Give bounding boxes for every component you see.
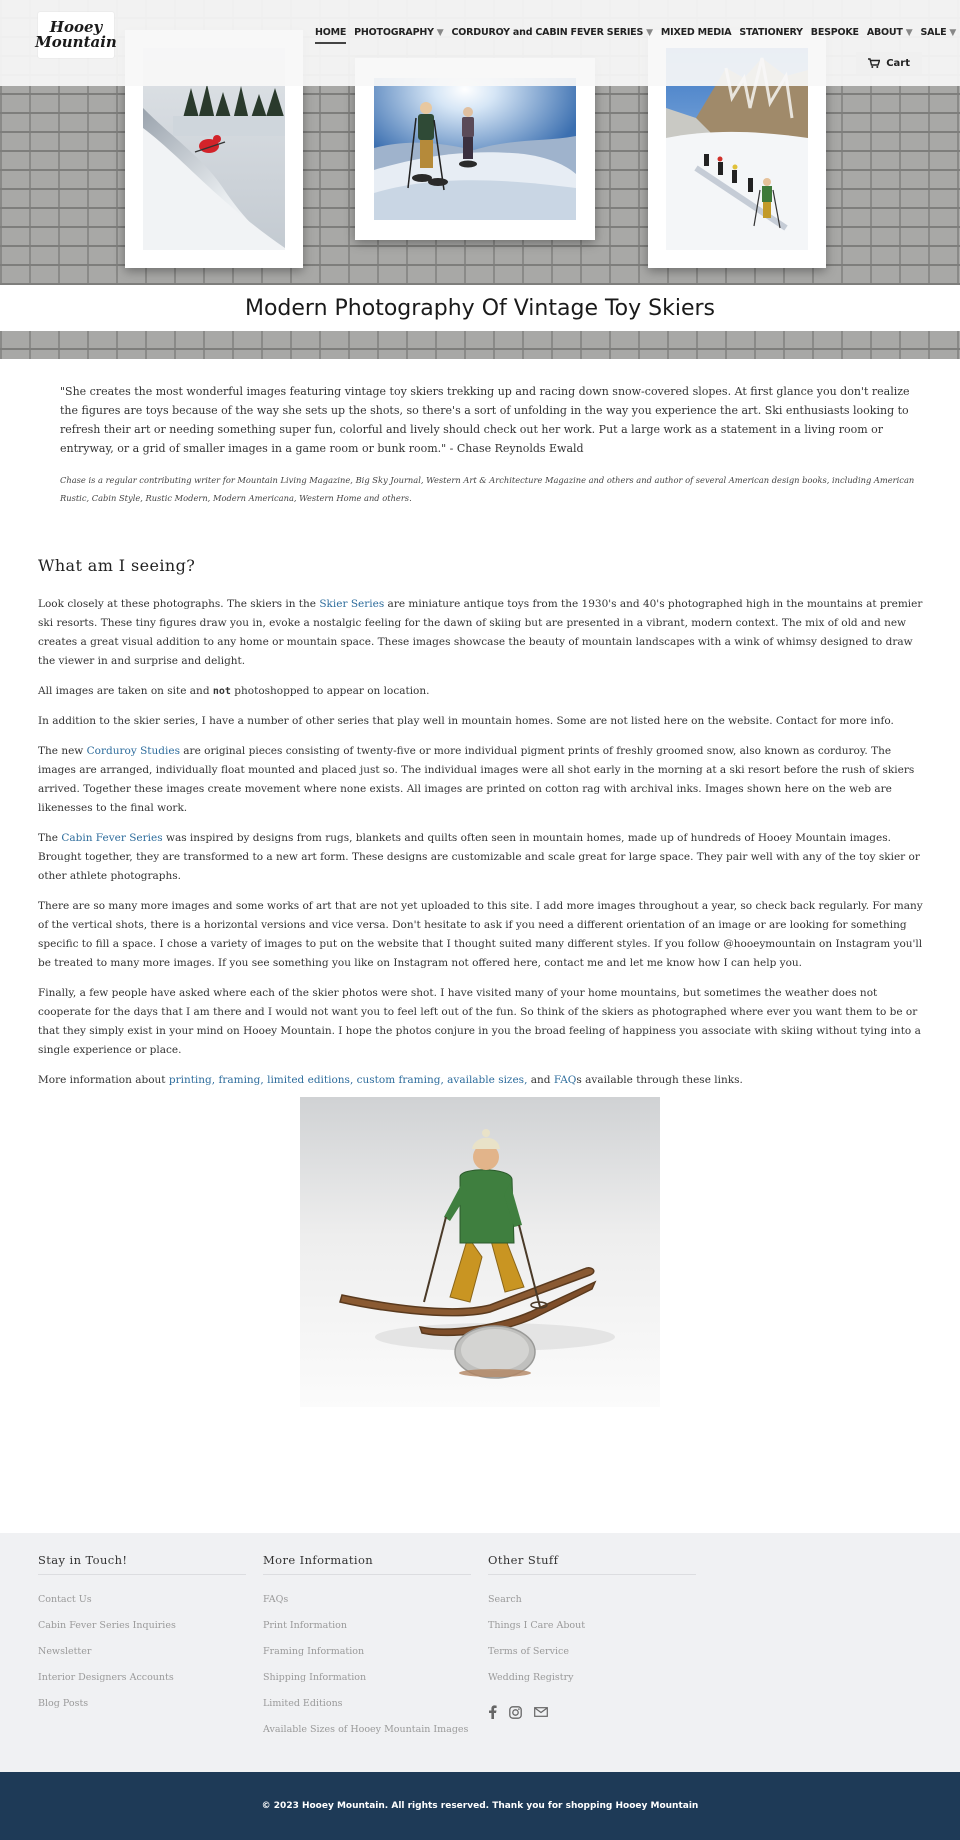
logo-line-1: Hooey [49,18,103,36]
chevron-down-icon: ▼ [905,27,913,38]
text: and [527,1074,554,1086]
paragraph-on-site [38,682,924,701]
emphasis-not: not [212,686,231,697]
section-title: What am I seeing? [38,556,196,575]
footer-link-things-i-care-about[interactable]: Things I Care About [488,1620,586,1631]
footer-link-available-sizes[interactable]: Available Sizes of Hooey Mountain Images [263,1724,469,1735]
footer-heading: More Information [263,1553,471,1575]
nav-bespoke[interactable] [811,27,859,38]
corduroy-studies-link[interactable]: Corduroy Studies [86,745,180,757]
cart-button[interactable] [856,52,922,74]
page-title-band [0,285,960,331]
text: The [38,832,62,844]
footer-col-other-stuff [488,1553,696,1719]
text: More information about [38,1074,169,1086]
footer-link-shipping-info[interactable]: Shipping Information [263,1672,367,1683]
logo-line-2: Mountain [35,33,117,51]
paragraph-more-info [38,1071,924,1090]
testimonial-quote: "She creates the most wonderful images featuring vintage toy skiers trekking up and racing down snow-covered slopes. At first glance you don't realize the figures are toys because of the way she sets up the shots, so there's a sort of unfolding in the way you experience the art. Ski enthusiasts looking to refresh their art or needing something super fun, colorful and lively should check out her work. Put a large work as a statement in a living room or entryway, or a grid of smaller images in a game room or bunk room." - Chase Reynolds Ewald [60,385,910,455]
text: are original pieces consisting of twenty-five or more individual pigment prints of freshly groomed snow, also known as corduroy. The images are arranged, individually float mounted and placed just so. The individual images were all shot early in the morning at a ski resort before the rush of skiers arrived. Together these images create movement where none exists. All images are printed on cotton rag with archival inks. Images shown here on the web are likenesses to the final work. [38,745,915,814]
printing-framing-link[interactable]: printing, framing, limited editions, custom framing, available sizes, [168,1074,528,1086]
nav-sale[interactable] [920,27,956,38]
cart-icon [868,58,880,68]
text: All images are taken on site and [38,685,213,697]
nav-home-label: HOME [315,27,347,38]
facebook-icon[interactable] [488,1705,497,1719]
nav-sale-label: SALE [920,27,947,38]
text: photoshopped to appear on location. [230,685,430,697]
footer-link-search[interactable]: Search [488,1594,522,1605]
main-content [38,595,924,1101]
footer-link-faqs[interactable]: FAQs [263,1594,289,1605]
site-logo[interactable] [35,12,117,58]
site-footer [0,1533,960,1772]
nav-corduroy-cabin-fever[interactable] [452,27,653,38]
stone-divider [0,331,960,359]
paragraph-skier-series [38,595,924,671]
footer-link-cabin-fever-inquiries[interactable]: Cabin Fever Series Inquiries [38,1620,176,1631]
footer-link-blog-posts[interactable]: Blog Posts [38,1698,89,1709]
footer-link-terms-of-service[interactable]: Terms of Service [488,1646,569,1657]
skier-series-link[interactable]: Skier Series [319,598,385,610]
footer-heading: Stay in Touch! [38,1553,246,1575]
nav-about[interactable] [867,27,913,38]
text: Look closely at these photographs. The skiers in the [38,598,320,610]
text: was inspired by designs from rugs, blankets and quilts often seen in mountain homes, made up of hundreds of Hooey Mountain images. Brought together, they are transformed to a new art form. These designs are customizable and scale great for large space. They pair well with any of the toy skier or other athlete photographs. [38,832,920,882]
toy-skier-photo [300,1097,660,1407]
cart-label: Cart [886,57,910,69]
footer-link-limited-editions[interactable]: Limited Editions [263,1698,343,1709]
footer-link-wedding-registry[interactable]: Wedding Registry [488,1672,574,1683]
paragraph-cabin-fever [38,829,924,886]
nav-about-label: ABOUT [866,27,903,38]
chevron-down-icon: ▼ [436,27,444,38]
testimonial-author-note: Chase is a regular contributing writer for Mountain Living Magazine, Big Sky Journal, Western Art & Architecture Magazine and others and author of several American design books, including American Rustic, Cabin Style, Rustic Modern, Modern Americana, Western Home and others. [60,475,915,503]
site-header [0,0,960,86]
page-title: Modern Photography Of Vintage Toy Skiers [244,295,715,321]
footer-link-contact-us[interactable]: Contact Us [38,1594,92,1605]
chevron-down-icon: ▼ [646,27,653,38]
footer-link-framing-info[interactable]: Framing Information [263,1646,365,1657]
nav-home[interactable] [315,27,346,44]
nav-stationery-label: STATIONERY [739,27,803,38]
paragraph-more-images: There are so many more images and some works of art that are not yet uploaded to this site. I add more images throughout a year, so check back regularly. For many of the vertical shots, there is a horizontal versions and vice versa. Don't hesitate to ask if you need a different orientation of an image or are looking for something specific to fill a space. I chose a variety of images to put on the website that I thought suited many different styles. If you follow @hooeymountain on Instagram you'll be treated to many more images. If you see something you like on Instagram not offered here, contact me and let me know how I can help you. [38,900,923,969]
text: The new [38,745,87,757]
footer-link-print-info[interactable]: Print Information [263,1620,347,1631]
footer-col-more-information [263,1553,471,1743]
faq-link[interactable]: FAQ [553,1074,577,1086]
paragraph-other-series: In addition to the skier series, I have a number of other series that play well in mountain homes. Some are not listed here on the website. Contact for more info. [38,715,894,727]
nav-bespoke-label: BESPOKE [810,27,859,38]
nav-corduroy-label: CORDUROY and CABIN FEVER SERIES [451,27,644,38]
footer-link-newsletter[interactable]: Newsletter [38,1646,92,1657]
chevron-down-icon: ▼ [949,27,957,38]
email-icon[interactable] [534,1707,548,1717]
nav-photography-label: PHOTOGRAPHY [354,27,434,38]
text: are miniature antique toys from the 1930's and 40's photographed high in the mountains at premier ski resorts. These tiny figures draw you in, evoke a nostalgic feeling for the dawn of skiing but are presented in a vibrant, modern context. The mix of old and new creates a great visual addition to any home or mountain space. These images showcase the beauty of mountain landscapes with a wink of whimsy designed to draw the viewer in and surprise and delight. [38,598,923,667]
text: s available through these links. [576,1074,743,1086]
nav-photography[interactable] [354,27,443,38]
cabin-fever-series-link[interactable]: Cabin Fever Series [61,832,163,844]
nav-mixed-media-label: MIXED MEDIA [660,27,732,38]
copyright-text: © 2023 Hooey Mountain. All rights reserved. Thank you for shopping Hooey Mountain [261,1801,699,1811]
paragraph-corduroy [38,742,924,818]
social-links [488,1705,696,1719]
nav-mixed-media[interactable] [661,27,732,38]
copyright-bar [0,1772,960,1840]
hero-photo-snowshoers[interactable] [374,78,576,220]
nav-stationery[interactable] [739,27,802,38]
footer-col-stay-in-touch [38,1553,246,1717]
footer-link-interior-designers[interactable]: Interior Designers Accounts [38,1672,174,1683]
instagram-icon[interactable] [509,1706,522,1719]
paragraph-locations: Finally, a few people have asked where each of the skier photos were shot. I have visited many of your home mountains, but sometimes the weather does not cooperate for the days that I am there and I would not want you to feel left out of the fun. So think of the skiers as photographed where ever you want them to be or that they simply exist in your mind on Hooey Mountain. I hope the photos conjure in you the broad feeling of happiness you associate with skiing without tying into a single experience or place. [38,987,921,1056]
footer-heading: Other Stuff [488,1553,696,1575]
main-nav [315,21,957,44]
